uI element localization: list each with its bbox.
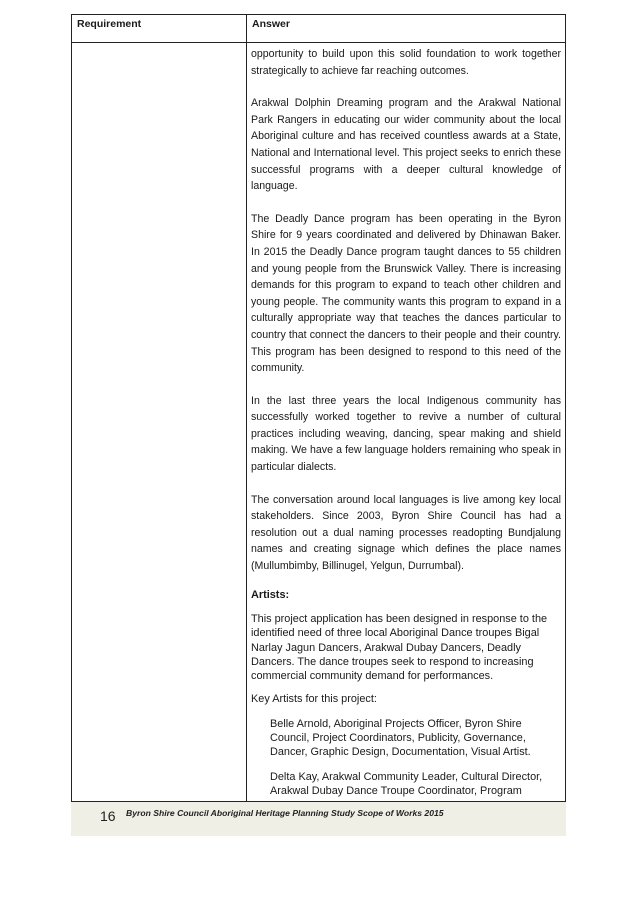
footer-title: Byron Shire Council Aboriginal Heritage Planning Study Scope of Works 2015 (126, 808, 444, 818)
answer-cell (251, 43, 561, 798)
artist-entry-delta-kay: Delta Kay, Arakwal Community Leader, Cultural Director, Arakwal Dubay Dance Troupe Coordinator, Program (270, 770, 543, 797)
answer-paragraph-3: The Deadly Dance program has been operating in the Byron Shire for 9 years coordinated and delivered by Dhinawan Baker. In 2015 the Deadly Dance program taught dances to 55 children and young people from the Brunswick Valley. There is increasing demands for this program to expand to teach other children and young people. The community wants this program to expand in a culturally appropriate way that teaches the dances particular to country that connect the dancers to their people and their country. This program has been designed to respond to this need of the community. (251, 212, 561, 375)
answer-paragraph-2: Arakwal Dolphin Dreaming program and the Arakwal National Park Rangers in educating our wider community about the local Aboriginal culture and has received countless awards at a State, National and International level. This project seeks to enrich these successful programs with a deeper cultural knowledge of language. (251, 97, 561, 193)
requirement-answer-table (71, 14, 566, 802)
artists-heading: Artists: (251, 588, 290, 601)
column-divider (246, 15, 247, 801)
answer-column-header: Answer (252, 18, 290, 30)
requirement-column-header: Requirement (77, 18, 142, 30)
artists-intro-paragraph: This project application has been designed in response to the identified need of three local Aboriginal Dance troupes Bigal Narlay Jagun Dancers, Arakwal Dubay Dancers, Deadly Dancers. The dance troupes seek to respond to increasing commercial community demand for performances. (251, 612, 548, 683)
answer-paragraph-4: In the last three years the local Indigenous community has successfully worked together to revive a number of cultural practices including weaving, dancing, spear making and shield making. We have a few language holders remaining who speak in particular dialects. (251, 394, 561, 474)
answer-paragraph-5: The conversation around local languages is live among key local stakeholders. Since 2003, Byron Shire Council has had a resolution out a dual naming processes readopting Bundjalung names and creating signage which defines the place names (Mullumbimby, Billinugel, Yelgun, Durrumbal). (251, 493, 561, 573)
answer-paragraph-1: opportunity to build upon this solid foundation to work together strategically to achieve far reaching outcomes. (251, 48, 561, 77)
artist-entry-belle-arnold: Belle Arnold, Aboriginal Projects Officer, Byron Shire Council, Project Coordinators, Publicity, Governance, Dancer, Graphic Design, Documentation, Visual Artist. (270, 717, 531, 759)
page-number: 16 (100, 808, 116, 824)
page-footer (71, 802, 566, 836)
key-artists-label: Key Artists for this project: (251, 693, 377, 706)
